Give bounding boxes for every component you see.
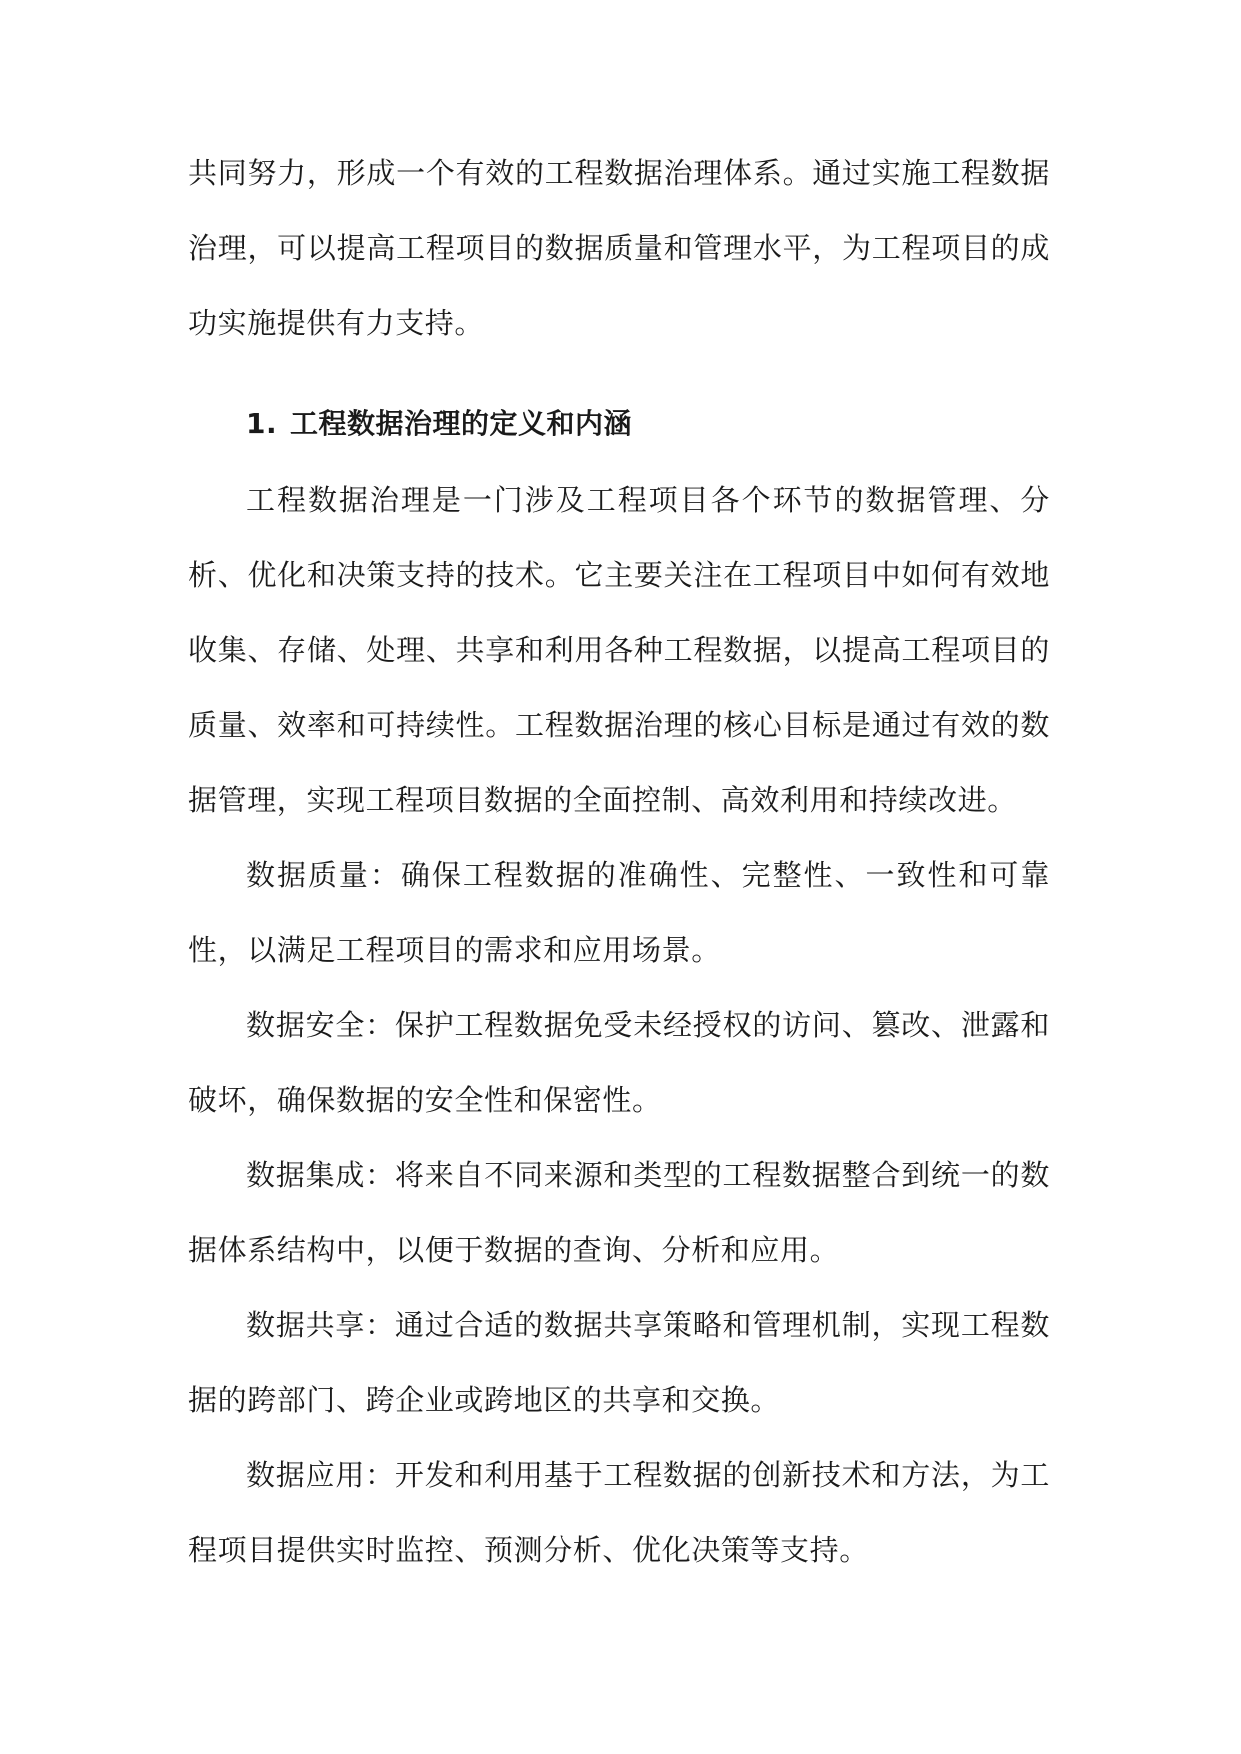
paragraph-data-application: 数据应用：开发和利用基于工程数据的创新技术和方法，为工程项目提供实时监控、预测分析、优化决策等支持。 bbox=[188, 1458, 1050, 1567]
paragraph-data-integration: 数据集成：将来自不同来源和类型的工程数据整合到统一的数据体系结构中，以便于数据的查询、分析和应用。 bbox=[188, 1158, 1050, 1267]
document-body bbox=[188, 136, 1050, 1588]
paragraph-definition: 工程数据治理是一门涉及工程项目各个环节的数据管理、分析、优化和决策支持的技术。它主要关注在工程项目中如何有效地收集、存储、处理、共享和利用各种工程数据，以提高工程项目的质量、效率和可持续性。工程数据治理的核心目标是通过有效的数据管理，实现工程项目数据的全面控制、高效利用和持续改进。 bbox=[188, 483, 1050, 817]
section-title: 工程数据治理的定义和内涵 bbox=[290, 407, 633, 440]
section-heading bbox=[188, 391, 1050, 457]
paragraph-data-security: 数据安全：保护工程数据免受未经授权的访问、篡改、泄露和破坏，确保数据的安全性和保密性。 bbox=[188, 1008, 1050, 1117]
intro-paragraph: 共同努力，形成一个有效的工程数据治理体系。通过实施工程数据治理，可以提高工程项目的数据质量和管理水平，为工程项目的成功实施提供有力支持。 bbox=[188, 156, 1050, 340]
paragraph-data-quality: 数据质量：确保工程数据的准确性、完整性、一致性和可靠性，以满足工程项目的需求和应用场景。 bbox=[188, 858, 1050, 967]
section-number: 1. bbox=[246, 407, 278, 440]
paragraph-data-sharing: 数据共享：通过合适的数据共享策略和管理机制，实现工程数据的跨部门、跨企业或跨地区的共享和交换。 bbox=[188, 1308, 1050, 1417]
